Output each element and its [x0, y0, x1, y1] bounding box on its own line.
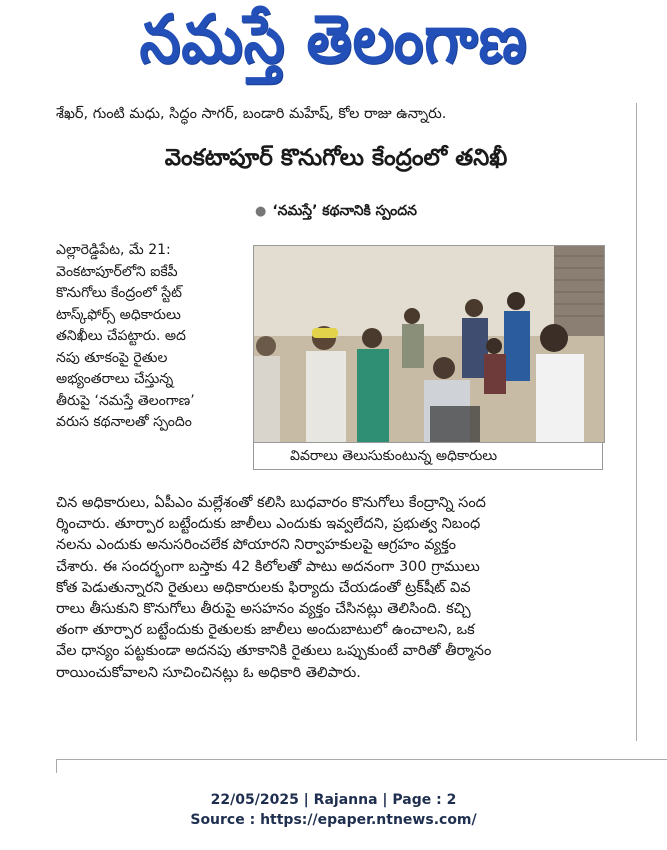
column-line: టాస్క్‌ఫోర్స్ అధికారులు [56, 306, 181, 323]
footer-source-link[interactable]: Source : https://epaper.ntnews.com/ [190, 812, 477, 828]
article-body-text [56, 493, 616, 684]
article-column-text [56, 240, 246, 434]
body-line: వేల ధాన్యం పట్టకుండా అదనపు తూకానికి రైతులు ఒప్పుకుంటే వారితో తీర్మానం [56, 643, 492, 660]
body-line: రాయించుకోవాలని సూచించినట్లు ఓ అధికారి తెలిపారు. [56, 664, 361, 681]
body-line: ర్శించారు. తూర్పార బట్టేందుకు జాలీలు ఎందుకు ఇవ్వలేదని, ప్రభుత్వ నిబంధ [56, 516, 481, 533]
article-subhead [56, 201, 616, 222]
body-line: చిన అధికారులు, ఏపీఎం మల్లేశంతో కలిసి బుధవారం కొనుగోలు కేంద్రాన్ని సంద [56, 495, 486, 511]
column-line: తీరుపై ‘నమస్తే తెలంగాణ’ [56, 392, 195, 409]
article-photo [253, 245, 605, 443]
footer-edition-info: 22/05/2025 | Rajanna | Page : 2 [210, 792, 457, 808]
page-footer [0, 790, 667, 830]
body-line: నలను ఎందుకు అనుసరించలేక పోయారని నిర్వాహకులపై ఆగ్రహం వ్యక్తం [56, 537, 457, 554]
column-line: నపు తూకంపై రైతుల [56, 349, 168, 366]
subhead-text: ‘నమస్తే’ కథనానికి స్పందన [272, 203, 417, 219]
column-line: వరుస కథనాలతో స్పందిం [56, 414, 192, 430]
bullet-icon: ● [254, 204, 267, 219]
body-line: తంగా తూర్పార బట్టేందుకు రైతులకు జాలీలు అందుబాటులో ఉంచాలని, ఒక [56, 622, 475, 639]
article-headline: వెంకటాపూర్ కొనుగోలు కేంద్రంలో తనిఖీ [164, 145, 508, 171]
column-line: అభ్యంతరాలు చేస్తున్న [56, 371, 174, 387]
column-divider [636, 103, 637, 741]
footer-divider [56, 759, 667, 760]
masthead-logo [0, 0, 667, 90]
body-line: చేశారు. ఈ సందర్భంగా బస్తాకు 42 కిలోలతో పాటు అదనంగా 300 గ్రాములు [56, 558, 480, 575]
column-line: కొనుగోలు కేంద్రంలో స్టేట్ [56, 285, 182, 301]
masthead-title: నమస్తే తెలంగాణ [139, 0, 528, 78]
photo-caption: వివరాలు తెలుసుకుంటున్న అధికారులు [253, 442, 603, 470]
article-top-line: శేఖర్, గుంటి మధు, సిద్ధం సాగర్, బండారి మహేష్, కోల రాజు ఉన్నారు. [56, 106, 447, 122]
footer-divider-tick [56, 759, 57, 773]
column-line: వెంకటాపూర్‌లోని ఐకేపీ [56, 263, 178, 280]
body-line: కోత పెడుతున్నారని రైతులు అధికారులకు ఫిర్యాదు చేయడంతో ట్రక్‌షీట్ వివ [56, 579, 471, 596]
body-line: రాలు తీసుకుని కొనుగోలు తీరుపై అసహనం వ్యక్తం చేసినట్లు తెలిసింది. కచ్చి [56, 601, 471, 618]
column-line: తనిఖీలు చేపట్టారు. అద [56, 328, 186, 344]
column-line: ఎల్లారెడ్డిపేట, మే 21: [56, 242, 171, 258]
photo-illustration [254, 246, 604, 442]
